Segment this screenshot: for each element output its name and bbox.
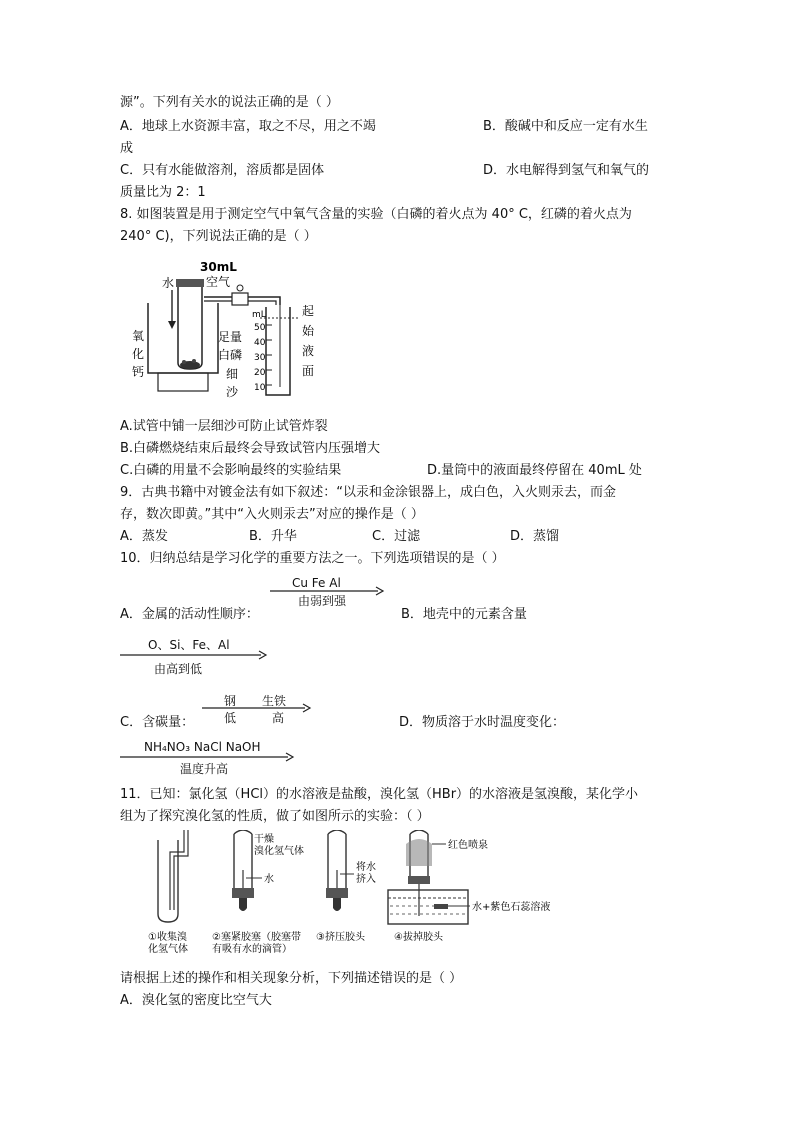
q10-stem: 10．归纳总结是学习化学的重要方法之一。下列选项错误的是（ ） bbox=[120, 551, 505, 566]
q10-d-arrow-top: NH₄NO₃ NaCl NaOH bbox=[144, 740, 261, 754]
q11-option-a: A．溴化氢的密度比空气大 bbox=[120, 993, 272, 1008]
enough-label: 足量 bbox=[218, 330, 243, 344]
air-label: 空气 bbox=[206, 275, 231, 289]
q11-stem-line2: 组为了探究溴化氢的性质，做了如图所示的实验：（ ） bbox=[120, 809, 430, 824]
q8-apparatus-figure bbox=[130, 255, 330, 410]
caption-2-line2: 有吸有水的滴管） bbox=[212, 944, 292, 955]
q7-option-b: B．酸碱中和反应一定有水生 bbox=[483, 119, 648, 134]
ml-unit-label: mL bbox=[252, 310, 266, 320]
q10-b-arrow-top: O、Si、Fe、Al bbox=[148, 638, 230, 652]
q10-b-arrow-bottom: 由高到低 bbox=[154, 662, 203, 676]
q9-option-d: D．蒸馏 bbox=[510, 529, 560, 544]
q9-option-c: C．过滤 bbox=[372, 529, 421, 544]
q7-option-d-cont: 质量比为 2：1 bbox=[120, 185, 206, 200]
oxide-label-2: 化 bbox=[132, 347, 145, 361]
tick-10: 10 bbox=[254, 383, 266, 393]
start-level-1: 起 bbox=[302, 304, 315, 318]
dry-label: 干燥 bbox=[254, 834, 274, 845]
tick-50: 50 bbox=[254, 323, 266, 333]
q10-option-c: C．含碳量： bbox=[120, 715, 195, 730]
q8-option-c: C.白磷的用量不会影响最终的实验结果 bbox=[120, 463, 342, 478]
q10-c-bottom-high: 高 bbox=[272, 711, 285, 725]
start-level-2: 始 bbox=[302, 324, 315, 338]
q11-experiment-figure bbox=[140, 830, 610, 960]
q8-stem-line1: 8. 如图装置是用于测定空气中氧气含量的实验（白磷的着火点为 40° C，红磷的着火点为 bbox=[120, 207, 632, 222]
q8-stem-line2: 240° C)，下列说法正确的是（ ） bbox=[120, 229, 317, 244]
caption-1-line2: 化氢气体 bbox=[148, 944, 188, 955]
water-label: 水 bbox=[264, 874, 274, 885]
q9-option-b: B．升华 bbox=[249, 529, 297, 544]
q7-option-c: C．只有水能做溶剂，溶质都是固体 bbox=[120, 163, 325, 178]
air-volume-label: 30mL bbox=[200, 260, 237, 274]
hbr-gas-label: 溴化氢气体 bbox=[254, 846, 304, 857]
white-phosphorus-label: 白磷 bbox=[218, 348, 243, 362]
q8-option-b: B.白磷燃烧结束后最终会导致试管内压强增大 bbox=[120, 441, 381, 456]
tick-20: 20 bbox=[254, 368, 266, 378]
squeeze-label-1: 将水 bbox=[356, 862, 376, 873]
litmus-label: 水+紫色石蕊溶液 bbox=[472, 902, 551, 913]
oxide-label-3: 钙 bbox=[132, 365, 145, 379]
oxide-label-1: 氧 bbox=[132, 329, 145, 343]
q10-a-arrow-top: Cu Fe Al bbox=[292, 576, 341, 590]
caption-3: ③挤压胶头 bbox=[316, 932, 365, 943]
caption-2-line1: ②塞紧胶塞（胶塞带 bbox=[212, 932, 301, 943]
start-level-4: 面 bbox=[302, 364, 315, 378]
q10-option-d: D．物质溶于水时温度变化： bbox=[399, 715, 566, 730]
q8-option-a: A.试管中铺一层细沙可防止试管炸裂 bbox=[120, 419, 328, 434]
q10-b-arrow bbox=[120, 650, 268, 660]
q9-stem-line1: 9．古典书籍中对镀金法有如下叙述：“以汞和金涂银器上，成白色，入火则汞去，而金 bbox=[120, 485, 617, 500]
q9-stem-line2: 存，数次即黄。”其中“入火则汞去”对应的操作是（ ） bbox=[120, 507, 424, 522]
q10-c-top-pigiron: 生铁 bbox=[262, 694, 287, 708]
q10-d-arrow-bottom: 温度升高 bbox=[180, 762, 229, 776]
tick-30: 30 bbox=[254, 353, 266, 363]
q10-c-top-steel: 钢 bbox=[224, 694, 237, 708]
q10-option-b: B．地壳中的元素含量 bbox=[401, 607, 527, 622]
q8-option-d: D.量筒中的液面最终停留在 40mL 处 bbox=[427, 463, 642, 478]
tick-40: 40 bbox=[254, 338, 266, 348]
q7-option-a: A．地球上水资源丰富，取之不尽，用之不竭 bbox=[120, 119, 376, 134]
q7-option-b-cont: 成 bbox=[120, 141, 134, 156]
q7-option-d: D．水电解得到氢气和氧气的 bbox=[483, 163, 650, 178]
q10-c-bottom-low: 低 bbox=[224, 711, 237, 725]
q7-stem: 源”。下列有关水的说法正确的是（ ） bbox=[120, 95, 339, 110]
q10-c-arrow bbox=[202, 703, 312, 713]
sand-label-1: 细 bbox=[226, 367, 239, 381]
squeeze-label-2: 挤入 bbox=[356, 874, 376, 885]
q9-option-a: A．蒸发 bbox=[120, 529, 168, 544]
q11-stem-line1: 11．已知：氯化氢（HCl）的水溶液是盐酸，溴化氢（HBr）的水溶液是氢溴酸，某化学小 bbox=[120, 787, 639, 802]
water-label: 水 bbox=[162, 276, 175, 290]
start-level-3: 液 bbox=[302, 344, 315, 358]
caption-4: ④拔掉胶头 bbox=[394, 932, 443, 943]
caption-1-line1: ①收集溴 bbox=[148, 932, 187, 943]
q11-analysis: 请根据上述的操作和相关现象分析，下列描述错误的是（ ） bbox=[120, 971, 463, 986]
fountain-label: 红色喷泉 bbox=[448, 840, 488, 851]
q10-option-a: A．金属的活动性顺序： bbox=[120, 607, 259, 622]
q10-a-arrow-bottom: 由弱到强 bbox=[298, 594, 347, 608]
sand-label-2: 沙 bbox=[226, 385, 239, 399]
